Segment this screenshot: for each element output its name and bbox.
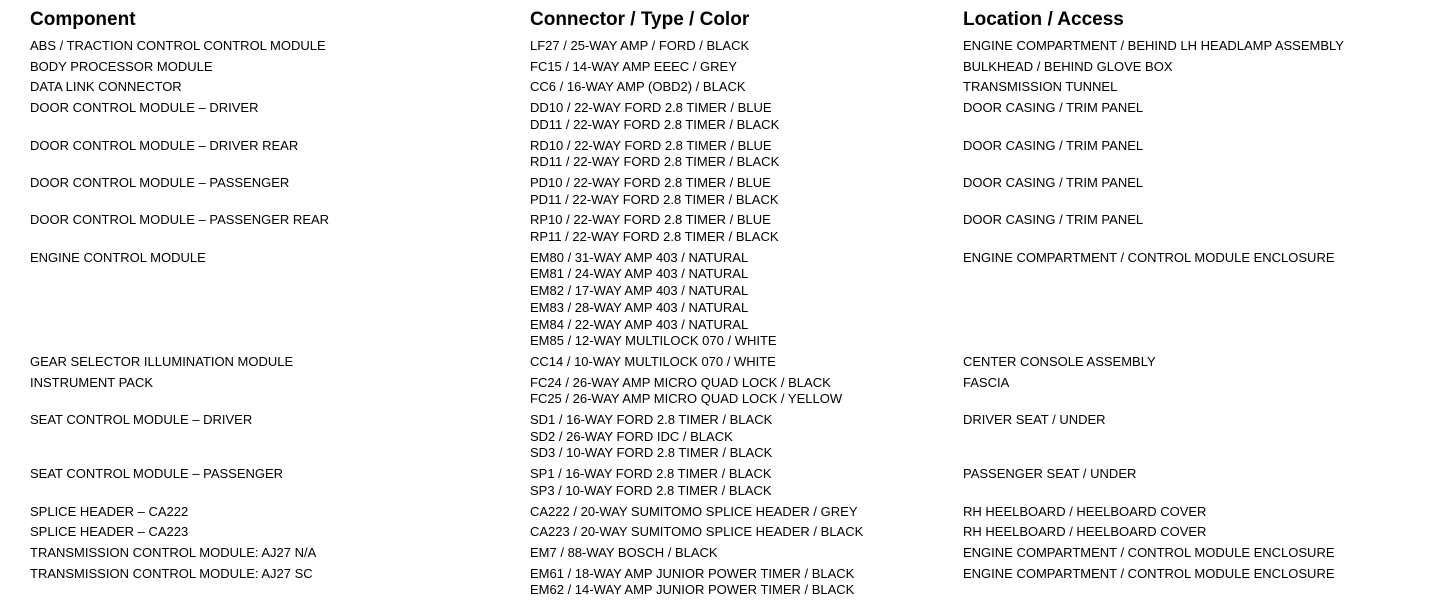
connector-entry: DD11 / 22-WAY FORD 2.8 TIMER / BLACK (530, 116, 780, 132)
connector-entry: EM81 / 24-WAY AMP 403 / NATURAL (530, 266, 749, 282)
location-access: DOOR CASING / TRIM PANEL (963, 137, 1144, 153)
connector-entry: EM83 / 28-WAY AMP 403 / NATURAL (530, 299, 749, 315)
connector-entry: SD3 / 10-WAY FORD 2.8 TIMER / BLACK (530, 445, 773, 461)
connector-entry: CA223 / 20-WAY SUMITOMO SPLICE HEADER / BLACK (530, 524, 864, 540)
component-name: DOOR CONTROL MODULE – DRIVER REAR (30, 137, 299, 153)
connector-entry: RD10 / 22-WAY FORD 2.8 TIMER / BLUE (530, 137, 772, 153)
connector-entry: EM85 / 12-WAY MULTILOCK 070 / WHITE (530, 333, 777, 349)
table-row (0, 100, 1456, 137)
location-access: RH HEELBOARD / HEELBOARD COVER (963, 524, 1207, 540)
table-row (0, 566, 1456, 603)
component-name: SEAT CONTROL MODULE – DRIVER (30, 412, 253, 428)
connector-entry: FC25 / 26-WAY AMP MICRO QUAD LOCK / YELLOW (530, 391, 843, 407)
header-location: Location / Access (963, 9, 1124, 30)
connector-entry: RP10 / 22-WAY FORD 2.8 TIMER / BLUE (530, 212, 771, 228)
location-access: RH HEELBOARD / HEELBOARD COVER (963, 503, 1207, 519)
connector-entry: PD11 / 22-WAY FORD 2.8 TIMER / BLACK (530, 191, 779, 207)
location-access: DOOR CASING / TRIM PANEL (963, 174, 1144, 190)
connector-entry: EM82 / 17-WAY AMP 403 / NATURAL (530, 283, 749, 299)
location-access: ENGINE COMPARTMENT / BEHIND LH HEADLAMP ASSEMBLY (963, 38, 1344, 53)
location-access: DOOR CASING / TRIM PANEL (963, 212, 1144, 228)
connector-entry: PD10 / 22-WAY FORD 2.8 TIMER / BLUE (530, 174, 771, 190)
component-name: ENGINE CONTROL MODULE (30, 249, 206, 265)
connector-entry: EM80 / 31-WAY AMP 403 / NATURAL (530, 249, 749, 265)
table-row (0, 212, 1456, 249)
component-name: DATA LINK CONNECTOR (30, 79, 182, 95)
table-row (0, 524, 1456, 545)
location-access: TRANSMISSION TUNNEL (963, 79, 1118, 95)
location-access: FASCIA (963, 374, 1010, 390)
component-name: DOOR CONTROL MODULE – PASSENGER REAR (30, 212, 330, 228)
location-access: ENGINE COMPARTMENT / CONTROL MODULE ENCLOSURE (963, 544, 1335, 560)
header-component: Component (30, 9, 136, 30)
connector-entry: CA222 / 20-WAY SUMITOMO SPLICE HEADER / GREY (530, 503, 858, 519)
component-name: TRANSMISSION CONTROL MODULE: AJ27 SC (30, 565, 313, 581)
component-name: BODY PROCESSOR MODULE (30, 58, 213, 74)
table-row (0, 79, 1456, 100)
component-name: SPLICE HEADER – CA223 (30, 524, 189, 540)
connector-entry: EM7 / 88-WAY BOSCH / BLACK (530, 544, 718, 560)
connector-entry: FC24 / 26-WAY AMP MICRO QUAD LOCK / BLACK (530, 374, 831, 390)
table-row (0, 250, 1456, 354)
connector-entry: EM62 / 14-WAY AMP JUNIOR POWER TIMER / BLACK (530, 582, 855, 598)
connector-entry: CC14 / 10-WAY MULTILOCK 070 / WHITE (530, 353, 776, 369)
connector-entry: EM84 / 22-WAY AMP 403 / NATURAL (530, 316, 749, 332)
connector-entry: SP3 / 10-WAY FORD 2.8 TIMER / BLACK (530, 482, 772, 498)
location-access: BULKHEAD / BEHIND GLOVE BOX (963, 58, 1173, 74)
table-row (0, 375, 1456, 412)
table-header (0, 6, 1456, 36)
connector-entry: SP1 / 16-WAY FORD 2.8 TIMER / BLACK (530, 466, 772, 482)
table-row (0, 466, 1456, 503)
table-row (0, 504, 1456, 525)
location-access: ENGINE COMPARTMENT / CONTROL MODULE ENCLOSURE (963, 249, 1335, 265)
component-name: SEAT CONTROL MODULE – PASSENGER (30, 466, 284, 482)
component-name: DOOR CONTROL MODULE – DRIVER (30, 100, 259, 116)
connector-entry: SD2 / 26-WAY FORD IDC / BLACK (530, 428, 733, 444)
table-row (0, 175, 1456, 212)
table-row (0, 412, 1456, 466)
connector-entry: DD10 / 22-WAY FORD 2.8 TIMER / BLUE (530, 100, 772, 116)
component-name: GEAR SELECTOR ILLUMINATION MODULE (30, 353, 294, 369)
component-name: SPLICE HEADER – CA222 (30, 503, 189, 519)
table-row (0, 545, 1456, 566)
connector-entry: EM61 / 18-WAY AMP JUNIOR POWER TIMER / BLACK (530, 565, 855, 581)
connector-entry: LF27 / 25-WAY AMP / FORD / BLACK (530, 38, 750, 53)
location-access: ENGINE COMPARTMENT / CONTROL MODULE ENCLOSURE (963, 565, 1335, 581)
connector-entry: CC6 / 16-WAY AMP (OBD2) / BLACK (530, 79, 746, 95)
connector-entry: FC15 / 14-WAY AMP EEEC / GREY (530, 58, 737, 74)
location-access: DOOR CASING / TRIM PANEL (963, 100, 1144, 116)
component-name: INSTRUMENT PACK (30, 374, 154, 390)
connector-entry: SD1 / 16-WAY FORD 2.8 TIMER / BLACK (530, 412, 773, 428)
header-connector: Connector / Type / Color (530, 9, 750, 30)
table-row (0, 138, 1456, 175)
component-name: TRANSMISSION CONTROL MODULE: AJ27 N/A (30, 544, 317, 560)
location-access: CENTER CONSOLE ASSEMBLY (963, 353, 1156, 369)
connector-entry: RP11 / 22-WAY FORD 2.8 TIMER / BLACK (530, 229, 779, 245)
location-access: DRIVER SEAT / UNDER (963, 412, 1106, 428)
table-row (0, 59, 1456, 80)
table-row (0, 38, 1456, 59)
connector-table (0, 38, 1456, 603)
connector-entry: RD11 / 22-WAY FORD 2.8 TIMER / BLACK (530, 154, 780, 170)
component-name: DOOR CONTROL MODULE – PASSENGER (30, 174, 290, 190)
component-name: ABS / TRACTION CONTROL CONTROL MODULE (30, 38, 326, 53)
location-access: PASSENGER SEAT / UNDER (963, 466, 1137, 482)
table-row (0, 354, 1456, 375)
